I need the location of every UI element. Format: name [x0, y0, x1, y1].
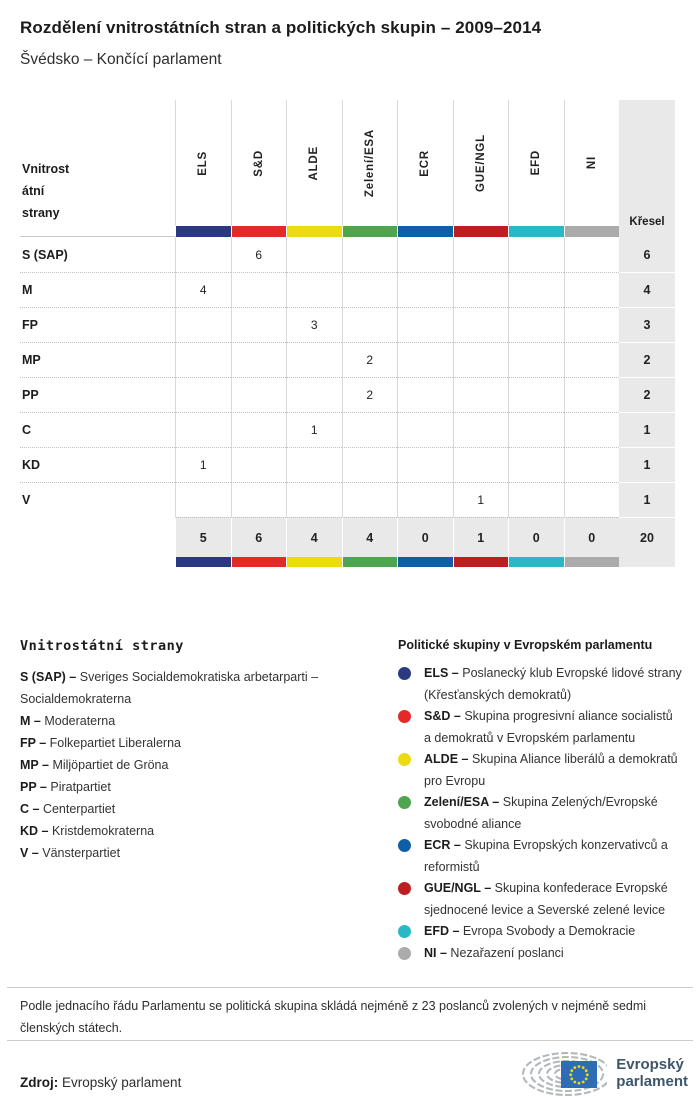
legend-party-item: S (SAP) – Sveriges Socialdemokratiska arbetarparti – Socialdemokraterna — [20, 670, 319, 706]
cell — [286, 272, 342, 307]
cell — [508, 307, 564, 342]
els-color-dot — [398, 667, 411, 680]
seats-cell: 1 — [619, 412, 675, 447]
legend-party-item: MP – Miljöpartiet de Gröna — [20, 758, 169, 772]
alde-color-dot — [398, 753, 411, 766]
legend-group-item: ECR – Skupina Evropských konzervativců a reformistů — [398, 835, 683, 878]
cell — [453, 272, 509, 307]
group-color-bar — [175, 557, 231, 567]
legend-party-item: FP – Folkepartiet Liberalerna — [20, 736, 181, 750]
cell — [286, 237, 342, 272]
cell — [175, 482, 231, 517]
group-color-bar — [286, 557, 342, 567]
cell — [286, 342, 342, 377]
corner-line: strany — [22, 206, 60, 220]
legend-group-item: EFD – Evropa Svobody a Demokracie — [398, 921, 683, 943]
cell — [231, 342, 287, 377]
legend-party-item: C – Centerpartiet — [20, 802, 116, 816]
party-label: C — [20, 412, 175, 447]
table-row — [20, 412, 675, 447]
group-color-bar — [231, 226, 287, 237]
cell — [231, 482, 287, 517]
cell — [231, 377, 287, 412]
total-cell: 0 — [397, 517, 453, 557]
party-label: FP — [20, 307, 175, 342]
legend-national-parties — [20, 638, 378, 864]
corner-line: átní — [22, 184, 45, 198]
table-corner-label — [20, 100, 175, 237]
seats-cell: 4 — [619, 272, 675, 307]
group-color-bar — [397, 557, 453, 567]
cell — [342, 307, 398, 342]
header — [20, 18, 680, 69]
group-color-bar — [508, 226, 564, 237]
cell — [286, 482, 342, 517]
cell — [342, 412, 398, 447]
cell: 1 — [286, 412, 342, 447]
seats-cell: 1 — [619, 482, 675, 517]
cell — [175, 342, 231, 377]
party-label: S (SAP) — [22, 247, 68, 262]
source-label: Zdroj: — [20, 1075, 59, 1090]
cell — [453, 342, 509, 377]
cell: 1 — [453, 482, 509, 517]
table-row — [20, 237, 675, 272]
source-line — [20, 1075, 181, 1090]
legend-parties-title: Vnitrostátní strany — [20, 638, 184, 654]
cell — [453, 447, 509, 482]
table-row — [20, 272, 675, 307]
totals-spacer — [20, 517, 175, 557]
seats-column-header: Křesel — [619, 100, 675, 237]
legend-party-item: KD – Kristdemokraterna — [20, 824, 155, 838]
european-parliament-logo — [515, 1048, 688, 1098]
cell — [508, 412, 564, 447]
column-header-zeleni-esa: Zelení/ESA — [342, 100, 398, 226]
cell — [564, 447, 620, 482]
cell — [564, 237, 620, 272]
cell — [453, 307, 509, 342]
group-color-bar — [453, 226, 509, 237]
seats-table — [20, 100, 675, 567]
legend-group-item: Zelení/ESA – Skupina Zelených/Evropské svobodné aliance — [398, 792, 683, 835]
cell — [342, 272, 398, 307]
cell — [397, 342, 453, 377]
legend-group-item: ALDE – Skupina Aliance liberálů a demokratů pro Evropu — [398, 749, 683, 792]
cell: 6 — [231, 237, 287, 272]
cell — [564, 307, 620, 342]
table-header-row — [20, 100, 675, 237]
cell — [564, 342, 620, 377]
zeleni-esa-color-dot — [398, 796, 411, 809]
cell — [175, 412, 231, 447]
total-cell: 6 — [231, 517, 287, 557]
total-cell: 4 — [342, 517, 398, 557]
cell — [397, 237, 453, 272]
cell — [342, 447, 398, 482]
cell — [453, 412, 509, 447]
party-label: PP — [20, 377, 175, 412]
page-subtitle: Švédsko – Končící parlament — [20, 51, 222, 68]
legend-groups-title: Politické skupiny v Evropském parlamentu — [398, 638, 653, 652]
efd-color-dot — [398, 925, 411, 938]
seats-column-fill — [619, 557, 675, 567]
legend-party-item: M – Moderaterna — [20, 714, 116, 728]
table-row — [20, 377, 675, 412]
cell — [397, 447, 453, 482]
sd-color-dot — [398, 710, 411, 723]
cell — [231, 272, 287, 307]
group-color-bar — [286, 226, 342, 237]
divider — [7, 1040, 693, 1041]
corner-line: Vnitrost — [22, 162, 70, 176]
column-header-ecr: ECR — [397, 100, 453, 226]
logo-text: Evropský parlament — [616, 1056, 688, 1090]
cell: 2 — [342, 377, 398, 412]
legend-party-item: V – Vänsterpartiet — [20, 846, 121, 860]
column-header-gue-ngl: GUE/NGL — [453, 100, 509, 226]
cell — [508, 447, 564, 482]
party-label: KD — [20, 447, 175, 482]
legend-group-item: GUE/NGL – Skupina konfederace Evropské sjednocené levice a Severské zelené levice — [398, 878, 683, 921]
divider — [7, 987, 693, 988]
column-header-els: ELS — [175, 100, 231, 226]
bottom-bar-spacer — [20, 557, 175, 567]
ecr-color-dot — [398, 839, 411, 852]
total-seats-cell: 20 — [619, 517, 675, 557]
source-value: Evropský parlament — [62, 1075, 182, 1090]
cell — [453, 377, 509, 412]
legend-group-item: ELS – Poslanecký klub Evropské lidové strany (Křesťanských demokratů) — [398, 663, 683, 706]
group-color-bar — [342, 226, 398, 237]
party-label: MP — [20, 342, 175, 377]
cell — [231, 412, 287, 447]
legend-political-groups — [398, 638, 683, 964]
cell — [342, 237, 398, 272]
group-color-bar — [508, 557, 564, 567]
cell — [508, 272, 564, 307]
cell — [508, 237, 564, 272]
group-color-bar — [342, 557, 398, 567]
column-header-sd: S&D — [231, 100, 287, 226]
cell — [397, 377, 453, 412]
gue-ngl-color-dot — [398, 882, 411, 895]
cell: 3 — [286, 307, 342, 342]
cell — [508, 342, 564, 377]
group-color-bar — [564, 557, 620, 567]
cell — [508, 377, 564, 412]
seats-cell: 6 — [619, 237, 675, 272]
column-header-ni: NI — [564, 100, 620, 226]
cell — [175, 377, 231, 412]
hemicycle-icon — [515, 1048, 607, 1098]
total-cell: 1 — [453, 517, 509, 557]
group-color-bar — [175, 226, 231, 237]
total-cell: 0 — [508, 517, 564, 557]
cell: 1 — [175, 447, 231, 482]
group-color-bar — [564, 226, 620, 237]
total-cell: 0 — [564, 517, 620, 557]
totals-row — [20, 517, 675, 557]
table-row — [20, 307, 675, 342]
group-color-bar — [397, 226, 453, 237]
seats-cell: 3 — [619, 307, 675, 342]
table-row — [20, 342, 675, 377]
cell — [564, 412, 620, 447]
cell — [453, 237, 509, 272]
cell: 4 — [175, 272, 231, 307]
cell — [564, 482, 620, 517]
cell — [231, 447, 287, 482]
cell — [397, 482, 453, 517]
seats-cell: 1 — [619, 447, 675, 482]
cell — [564, 377, 620, 412]
cell — [231, 307, 287, 342]
table-row — [20, 482, 675, 517]
column-header-alde: ALDE — [286, 100, 342, 226]
group-color-bar — [453, 557, 509, 567]
legend-group-item: S&D – Skupina progresivní aliance socialistů a demokratů v Evropském parlamentu — [398, 706, 683, 749]
cell — [564, 272, 620, 307]
cell — [286, 447, 342, 482]
cell: 2 — [342, 342, 398, 377]
ni-color-dot — [398, 947, 411, 960]
bottom-color-bar-row — [20, 557, 675, 567]
group-color-bar — [231, 557, 287, 567]
legend-party-item: PP – Piratpartiet — [20, 780, 111, 794]
total-cell: 5 — [175, 517, 231, 557]
column-header-efd: EFD — [508, 100, 564, 226]
table-row — [20, 447, 675, 482]
seats-cell: 2 — [619, 342, 675, 377]
cell — [397, 307, 453, 342]
cell — [175, 237, 231, 272]
cell — [397, 412, 453, 447]
legend-group-item: NI – Nezařazení poslanci — [398, 943, 683, 965]
cell — [397, 272, 453, 307]
cell — [508, 482, 564, 517]
cell — [286, 377, 342, 412]
party-label: M — [20, 272, 175, 307]
total-cell: 4 — [286, 517, 342, 557]
seats-cell: 2 — [619, 377, 675, 412]
footnote: Podle jednacího řádu Parlamentu se politická skupina skládá nejméně z 23 poslanců zvolených v nejméně sedmi členských státech. — [20, 999, 647, 1035]
page-title: Rozdělení vnitrostátních stran a politických skupin – 2009–2014 — [20, 18, 542, 37]
cell — [175, 307, 231, 342]
cell — [342, 482, 398, 517]
party-label: V — [20, 482, 175, 517]
